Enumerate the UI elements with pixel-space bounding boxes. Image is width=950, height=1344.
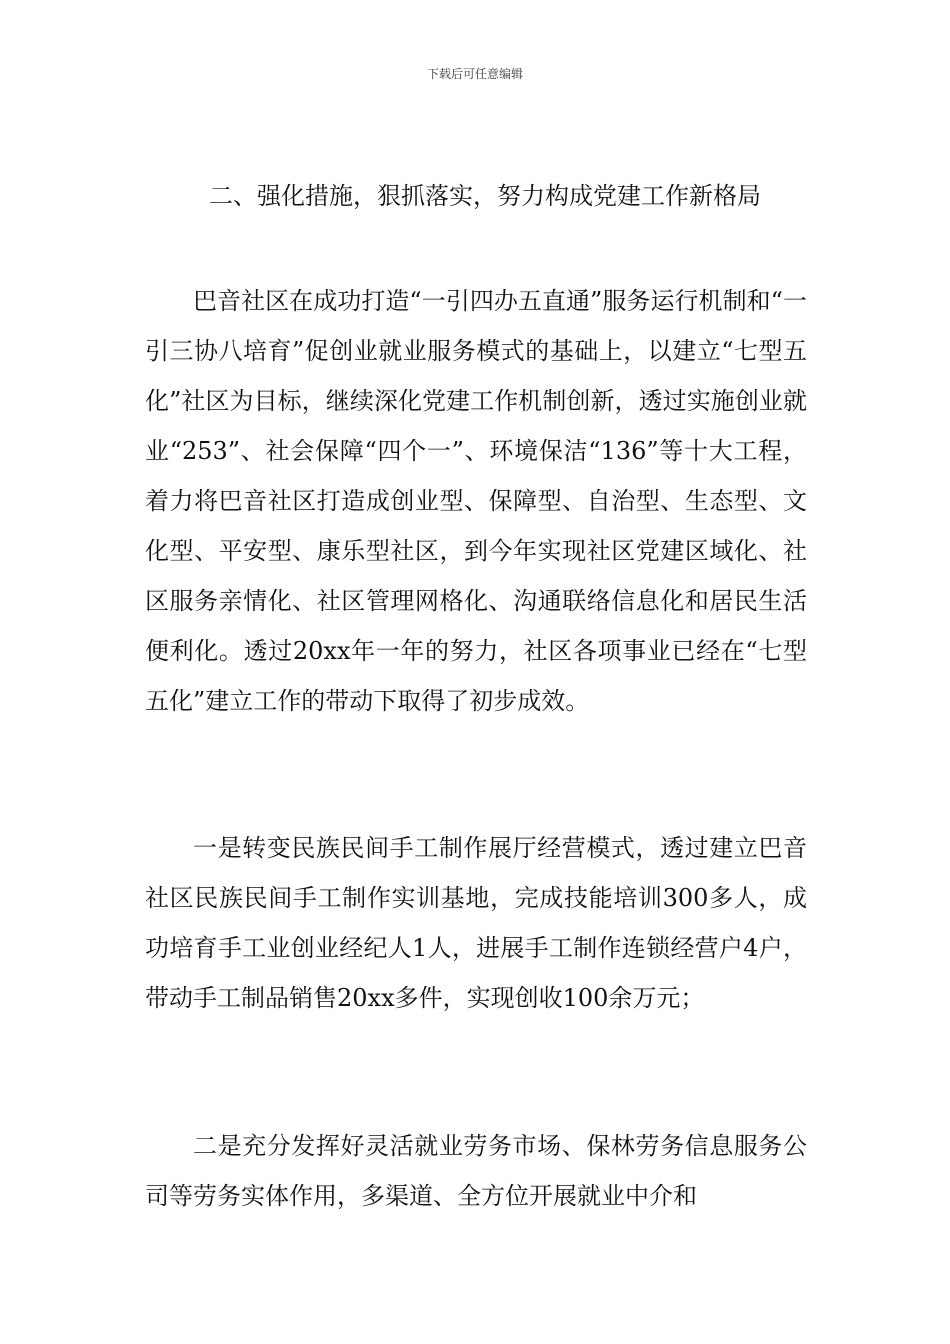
page-header-note: 下载后可任意编辑 <box>426 67 523 81</box>
paragraph-labor-market: 二是充分发挥好灵活就业劳务市场、保林劳务信息服务公司等劳务实体作用，多渠道、全方位开展就业中介和 <box>145 1132 807 1210</box>
paragraph-community-overview: 巴音社区在成功打造“一引四办五直通”服务运行机制和“一引三协八培育”促创业就业服务模式的基础上，以建立“七型五化”社区为目标，继续深化党建工作机制创新，透过实施创业就业“253”、社会保障“四个一”、环境保洁“136”等十大工程，着力将巴音社区打造成创业型、保障型、自治型、生态型、文化型、平安型、康乐型社区，到今年实现社区党建区域化、社区服务亲情化、社区管理网格化、沟通联络信息化和居民生活便利化。透过20xx年一年的努力，社区各项事业已经在“七型五化”建立工作的带动下取得了初步成效。 <box>145 287 807 715</box>
paragraph-handicraft-training: 一是转变民族民间手工制作展厅经营模式，透过建立巴音社区民族民间手工制作实训基地，完成技能培训300多人，成功培育手工业创业经纪人1人，进展手工制作连锁经营户4户，带动手工制品销售20xx多件，实现创收100余万元； <box>145 834 807 1012</box>
section-title: 二、强化措施，狠抓落实，努力构成党建工作新格局 <box>209 182 761 210</box>
